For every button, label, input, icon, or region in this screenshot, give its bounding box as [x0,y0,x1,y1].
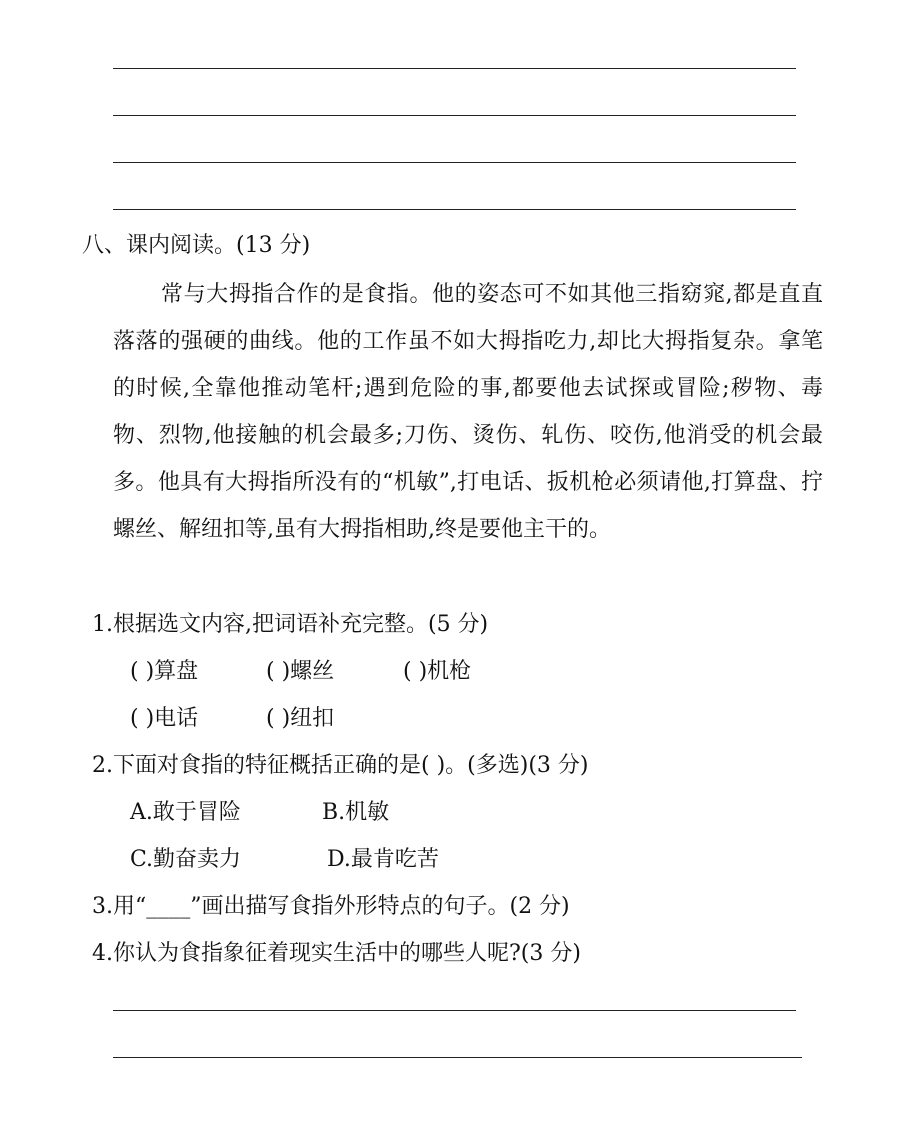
q2-option-b[interactable]: B.机敏 [322,800,390,825]
q1-blank-dianhua[interactable]: ( )电话 [130,706,199,731]
answer-line [113,209,796,210]
q2-option-d[interactable]: D.最肯吃苦 [327,847,439,872]
q1-blank-suanpan[interactable]: ( )算盘 [130,659,199,684]
q1-blank-luosi[interactable]: ( )螺丝 [266,659,335,684]
q1-blank-niukou[interactable]: ( )纽扣 [266,706,335,731]
q1-blank-jiqiang[interactable]: ( )机枪 [403,659,472,684]
section-title: 八、课内阅读。(13 分) [82,233,311,258]
question-2-prompt: 2.下面对食指的特征概括正确的是( )。(多选)(3 分) [92,753,589,778]
answer-line [113,115,796,116]
answer-line[interactable] [113,1057,802,1058]
q2-option-c[interactable]: C.勤奋卖力 [130,847,242,872]
answer-line [113,162,796,163]
answer-line[interactable] [113,1010,796,1011]
question-3-prompt: 3.用“____”画出描写食指外形特点的句子。(2 分) [92,894,570,919]
question-1-prompt: 1.根据选文内容,把词语补充完整。(5 分) [92,612,489,637]
question-4-prompt: 4.你认为食指象征着现实生活中的哪些人呢?(3 分) [92,941,581,966]
q2-option-a[interactable]: A.敢于冒险 [130,800,241,825]
answer-line [113,68,796,69]
reading-passage: 常与大拇指合作的是食指。他的姿态可不如其他三指窈窕,都是直直落落的强硬的曲线。他的工作虽不如大拇指吃力,却比大拇指复杂。拿笔的时候,全靠他推动笔杆;遇到危险的事,都要他去试探或冒险;秽物、毒物、烈物,他接触的机会最多;刀伤、烫伤、轧伤、咬伤,他消受的机会最多。他具有大拇指所没有的“机敏”,打电话、扳机枪必须请他,打算盘、拧螺丝、解纽扣等,虽有大拇指相助,终是要他主干的。 [113,282,823,542]
